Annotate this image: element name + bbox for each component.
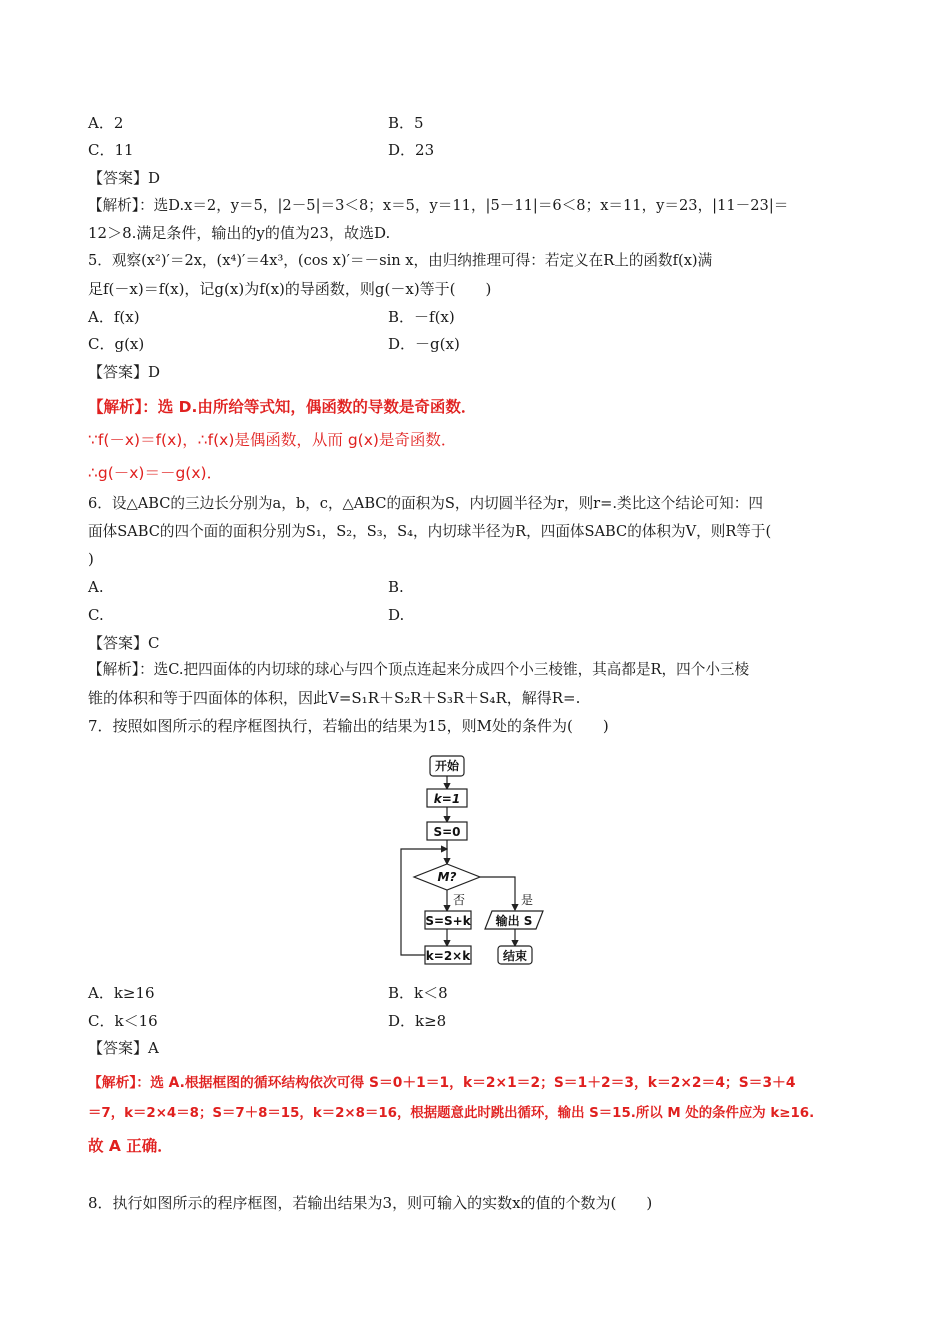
q5-stem-line2: 足f(－x)＝f(x)，记g(x)为f(x)的导函数，则g(－x)等于( ) bbox=[88, 280, 492, 298]
flow-init-s-label: S=0 bbox=[433, 825, 461, 839]
q7-explanation-line2: ＝7，k＝2×4＝8；S＝7＋8＝15，k＝2×8＝16，根据题意此时跳出循环，输出 S＝15.所以 M 处的条件应为 k≥16. bbox=[88, 1106, 815, 1121]
q5-explanation-line1: 【解析】：选 D.由所给等式知，偶函数的导数是奇函数． bbox=[88, 398, 477, 416]
q7-flowchart bbox=[395, 752, 555, 970]
flow-start-label: 开始 bbox=[434, 759, 460, 773]
q6-option-b: B. bbox=[388, 578, 404, 596]
q4-explanation-line2: 12＞8.满足条件，输出的y的值为23，故选D. bbox=[88, 224, 391, 242]
q6-option-c: C. bbox=[88, 606, 104, 624]
flow-end-label: 结束 bbox=[502, 949, 528, 963]
q6-stem-line1: 6．设△ABC的三边长分别为a，b，c，△ABC的面积为S，内切圆半径为r，则r=.类比这个结论可知：四 bbox=[88, 495, 763, 512]
q4-option-b: B．5 bbox=[388, 114, 424, 132]
q5-explanation-line3: ∴g(－x)＝－g(x)． bbox=[88, 464, 223, 482]
q6-stem-line2: 面体SABC的四个面的面积分别为S₁，S₂，S₃，S₄，内切球半径为R，四面体SABC的体积为V，则R等于( bbox=[88, 523, 772, 540]
flow-output-label: 输出 S bbox=[495, 914, 533, 928]
q5-stem-line1: 5．观察(x²)′＝2x，(x⁴)′＝4x³，(cos x)′＝－sin x，由归纳推理可得：若定义在R上的函数f(x)满 bbox=[88, 252, 713, 269]
q6-answer: 【答案】C bbox=[88, 634, 160, 652]
q6-option-d: D. bbox=[388, 606, 405, 624]
q7-option-a: A．k≥16 bbox=[88, 984, 155, 1002]
q6-explanation-line2: 锥的体积和等于四面体的体积，因此V=S₁R＋S₂R＋S₃R＋S₄R，解得R=. bbox=[88, 689, 581, 707]
flow-init-k-label: k=1 bbox=[433, 792, 461, 806]
q5-option-c: C．g(x) bbox=[88, 335, 145, 353]
q8-stem-line1: 8．执行如图所示的程序框图，若输出结果为3，则可输入的实数x的值的个数为( ) bbox=[88, 1194, 653, 1212]
q4-answer: 【答案】D bbox=[88, 169, 161, 187]
q5-option-b: B．－f(x) bbox=[388, 308, 455, 326]
q7-stem-line1: 7．按照如图所示的程序框图执行，若输出的结果为15，则M处的条件为( ) bbox=[88, 717, 609, 735]
flow-no-label: 否 bbox=[452, 893, 466, 907]
q7-option-c: C．k＜16 bbox=[88, 1012, 158, 1030]
q7-answer: 【答案】A bbox=[88, 1039, 159, 1057]
q5-option-d: D．－g(x) bbox=[388, 335, 460, 353]
q6-option-a: A. bbox=[88, 578, 104, 596]
q6-stem-line3: ) bbox=[88, 550, 94, 568]
q4-option-c: C．11 bbox=[88, 141, 134, 159]
flow-update-k-label: k=2×k bbox=[425, 949, 471, 963]
q7-explanation-line3: 故 A 正确． bbox=[88, 1137, 173, 1155]
flow-condition-label: M? bbox=[437, 870, 457, 884]
q7-option-d: D．k≥8 bbox=[388, 1012, 447, 1030]
flow-update-s-label: S=S+k bbox=[425, 914, 471, 928]
q7-option-b: B．k＜8 bbox=[388, 984, 448, 1002]
q5-explanation-line2: ∵f(－x)＝f(x)，∴f(x)是偶函数，从而 g(x)是奇函数． bbox=[88, 431, 457, 449]
q5-option-a: A．f(x) bbox=[88, 308, 140, 326]
q6-explanation-line1: 【解析】：选C.把四面体的内切球的球心与四个顶点连起来分成四个小三棱锥，其高都是R，四个小三棱 bbox=[88, 661, 750, 678]
q4-explanation-line1: 【解析】：选D.x＝2，y＝5，|2－5|＝3＜8；x＝5，y＝11，|5－11|＝6＜8；x＝11，y＝23，|11－23|＝ bbox=[88, 197, 789, 214]
q5-answer: 【答案】D bbox=[88, 363, 161, 381]
flow-yes-label: 是 bbox=[520, 893, 534, 907]
q4-option-d: D．23 bbox=[388, 141, 435, 159]
q7-explanation-line1: 【解析】：选 A.根据框图的循环结构依次可得 S＝0＋1＝1，k＝2×1＝2；S＝1＋2＝3，k＝2×2＝4；S＝3＋4 bbox=[88, 1075, 796, 1091]
q4-option-a: A．2 bbox=[88, 114, 124, 132]
